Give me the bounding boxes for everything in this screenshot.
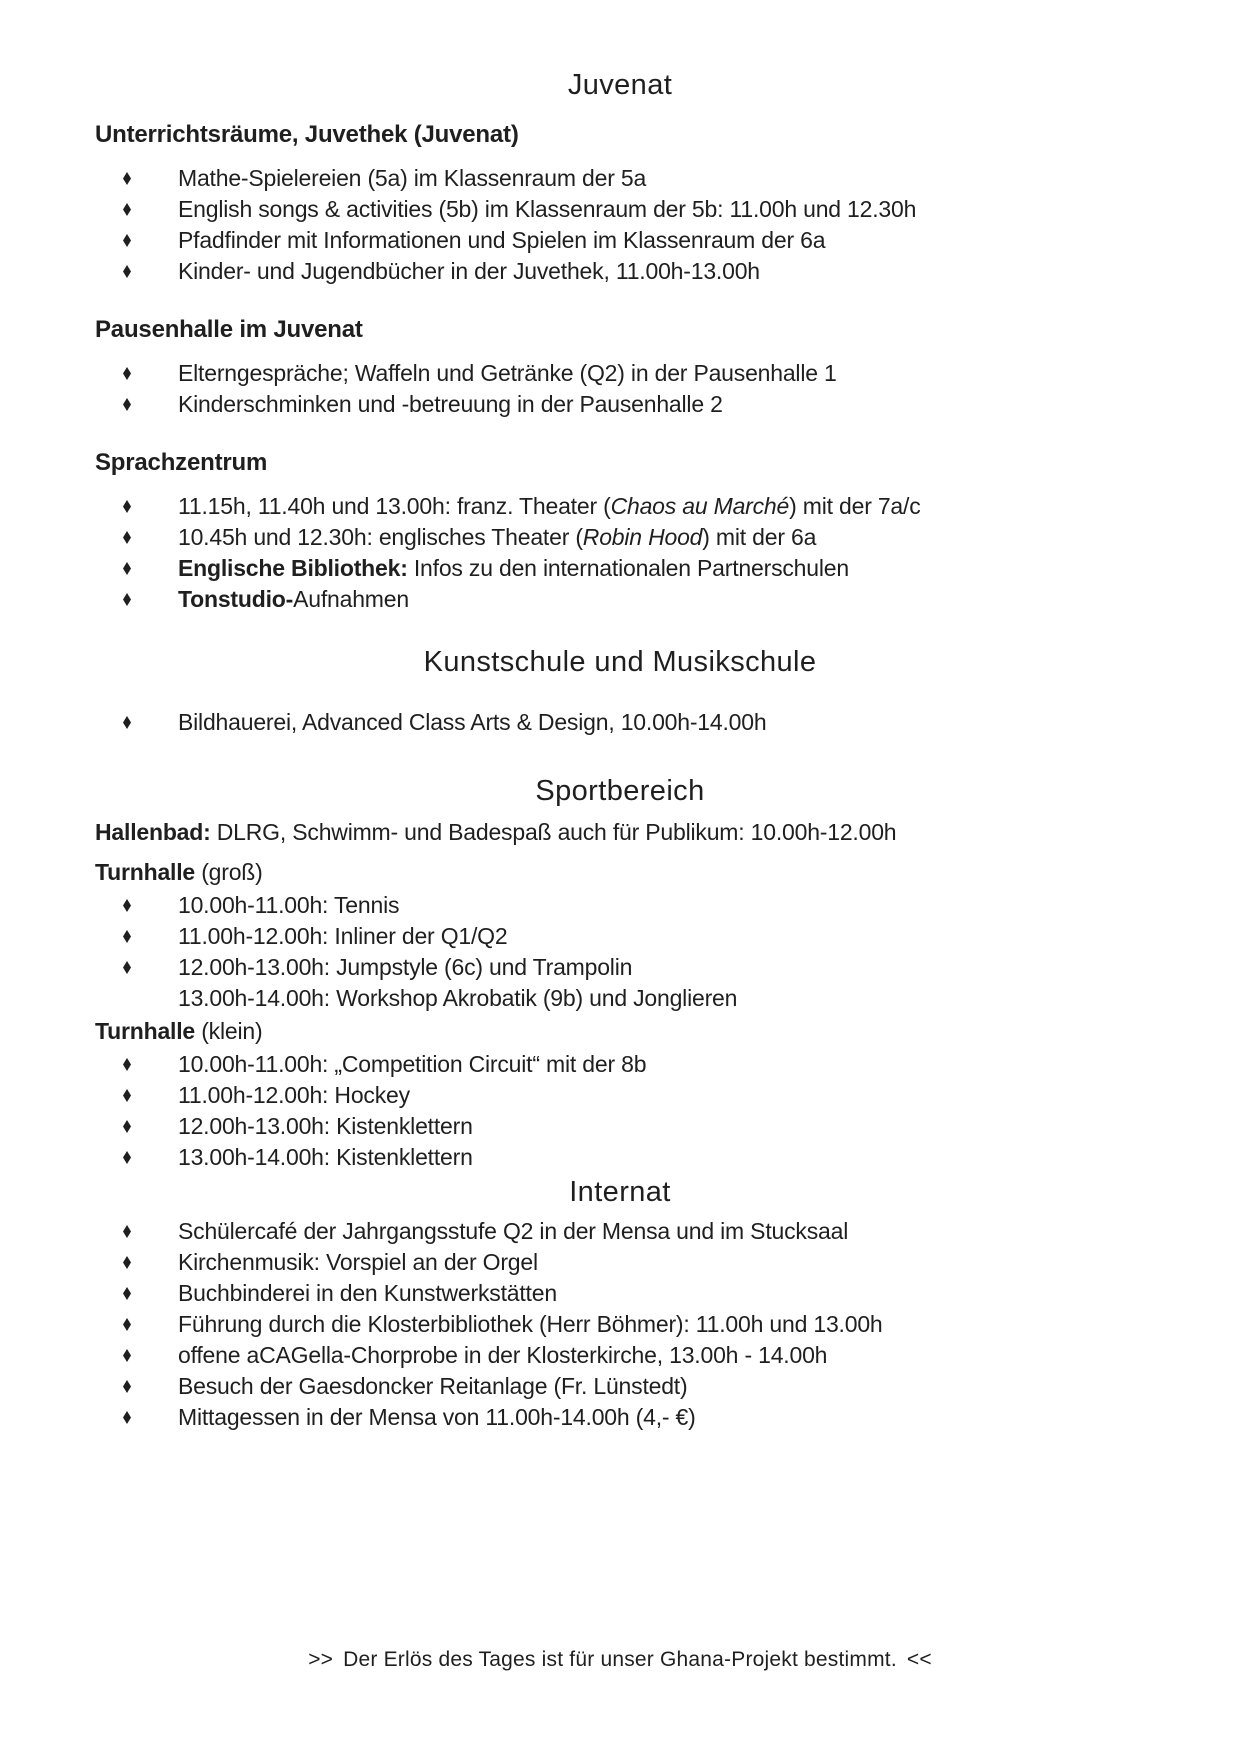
text-run: ) mit der 6a <box>702 524 817 550</box>
list-item <box>95 1402 1145 1433</box>
sprachzentrum-heading: Sprachzentrum <box>95 449 268 476</box>
kunstschule-list <box>95 707 1145 738</box>
bold-run: Englische Bibliothek: <box>178 555 408 581</box>
list-item-text: Elterngespräche; Waffeln und Getränke (Q2) in der Pausenhalle 1 <box>178 360 837 386</box>
unterrichtsraeume-list <box>95 163 1145 287</box>
list-item-text <box>178 555 849 581</box>
bullet-diamond-icon <box>123 1318 131 1331</box>
list-item-text: Bildhauerei, Advanced Class Arts & Design, 10.00h-14.00h <box>178 709 767 735</box>
bullet-diamond-icon <box>123 398 131 411</box>
play-title-italic: Chaos au Marché <box>610 493 790 519</box>
bullet-diamond-icon <box>123 1225 131 1238</box>
kunstschule-title: Kunstschule und Musikschule <box>423 646 817 678</box>
turnhalle-gross-list <box>95 890 1145 1014</box>
list-item-text: Buchbinderei in den Kunstwerkstätten <box>178 1280 557 1306</box>
list-item-text: Besuch der Gaesdoncker Reitanlage (Fr. Lünstedt) <box>178 1373 688 1399</box>
list-item-text: Mittagessen in der Mensa von 11.00h-14.00h (4,- €) <box>178 1404 696 1430</box>
list-item <box>95 1247 1145 1278</box>
list-item-text: 10.00h-11.00h: „Competition Circuit“ mit der 8b <box>178 1051 647 1077</box>
hallenbad-line <box>95 817 1145 847</box>
list-item <box>95 1216 1145 1247</box>
list-item <box>95 707 1145 738</box>
bullet-diamond-icon <box>123 1411 131 1424</box>
list-item <box>95 194 1145 225</box>
list-item-text: Kirchenmusik: Vorspiel an der Orgel <box>178 1249 538 1275</box>
bullet-diamond-icon <box>123 1120 131 1133</box>
list-item-text: Schülercafé der Jahrgangsstufe Q2 in der Mensa und im Stucksaal <box>178 1218 849 1244</box>
bullet-diamond-icon <box>123 899 131 912</box>
list-item-text: 10.00h-11.00h: Tennis <box>178 892 400 918</box>
list-item <box>95 522 1145 553</box>
list-item-text: Mathe-Spielereien (5a) im Klassenraum der 5a <box>178 165 647 191</box>
footer-close-mark: << <box>906 1648 932 1671</box>
text-run: ) mit der 7a/c <box>789 493 921 519</box>
bullet-diamond-icon <box>123 593 131 606</box>
list-item-text: 13.00h-14.00h: Workshop Akrobatik (9b) und Jonglieren <box>178 985 738 1011</box>
list-item <box>95 256 1145 287</box>
list-item <box>95 1080 1145 1111</box>
list-item-text: Kinderschminken und -betreuung in der Pausenhalle 2 <box>178 391 723 417</box>
bullet-diamond-icon <box>123 1380 131 1393</box>
list-item-text: 11.00h-12.00h: Inliner der Q1/Q2 <box>178 923 508 949</box>
text-run: (klein) <box>195 1018 263 1044</box>
text-run: DLRG, Schwimm- und Badespaß auch für Publikum: 10.00h-12.00h <box>210 819 897 845</box>
pausenhalle-heading: Pausenhalle im Juvenat <box>95 316 363 343</box>
bullet-diamond-icon <box>123 172 131 185</box>
internat-title: Internat <box>569 1176 671 1208</box>
text-run: Aufnahmen <box>293 586 409 612</box>
list-item <box>95 163 1145 194</box>
bullet-diamond-icon <box>123 716 131 729</box>
list-item <box>95 1142 1145 1173</box>
bullet-diamond-icon <box>123 367 131 380</box>
text-run: Infos zu den internationalen Partnerschulen <box>407 555 849 581</box>
bold-run: Turnhalle <box>95 1018 196 1044</box>
list-item-text <box>178 586 409 612</box>
unterrichtsraeume-heading: Unterrichtsräume, Juvethek (Juvenat) <box>95 121 519 148</box>
footer-text: Der Erlös des Tages ist für unser Ghana-Projekt bestimmt. <box>343 1648 897 1671</box>
list-item <box>95 952 1145 983</box>
list-item-text: English songs & activities (5b) im Klassenraum der 5b: 11.00h und 12.30h <box>178 196 917 222</box>
pausenhalle-list <box>95 358 1145 420</box>
play-title-italic: Robin Hood <box>582 524 703 550</box>
list-item <box>95 1340 1145 1371</box>
bullet-diamond-icon <box>123 562 131 575</box>
list-item <box>95 1371 1145 1402</box>
bullet-diamond-icon <box>123 1058 131 1071</box>
list-item <box>95 1309 1145 1340</box>
list-item <box>95 553 1145 584</box>
list-item <box>95 389 1145 420</box>
internat-list <box>95 1216 1145 1433</box>
text-run: (groß) <box>195 859 263 885</box>
bullet-diamond-icon <box>123 531 131 544</box>
bullet-diamond-icon <box>123 1089 131 1102</box>
list-item-continuation <box>95 983 1145 1014</box>
list-item <box>95 1111 1145 1142</box>
list-item-text: offene aCAGella-Chorprobe in der Klosterkirche, 13.00h - 14.00h <box>178 1342 828 1368</box>
bullet-diamond-icon <box>123 1256 131 1269</box>
sprachzentrum-list <box>95 491 1145 615</box>
list-item-text <box>178 493 921 519</box>
list-item <box>95 1049 1145 1080</box>
list-item <box>95 584 1145 615</box>
footer-open-mark: >> <box>308 1648 334 1671</box>
list-item-text: 12.00h-13.00h: Kistenklettern <box>178 1113 473 1139</box>
bullet-diamond-icon <box>123 234 131 247</box>
list-item-text: 11.00h-12.00h: Hockey <box>178 1082 410 1108</box>
bullet-diamond-icon <box>123 500 131 513</box>
bullet-diamond-icon <box>123 265 131 278</box>
turnhalle-klein-line <box>95 1016 1145 1046</box>
list-item-text: Pfadfinder mit Informationen und Spielen im Klassenraum der 6a <box>178 227 826 253</box>
text-run: 10.45h und 12.30h: englisches Theater ( <box>178 524 583 550</box>
bullet-diamond-icon <box>123 1349 131 1362</box>
list-item <box>95 890 1145 921</box>
bullet-diamond-icon <box>123 1151 131 1164</box>
list-item <box>95 1278 1145 1309</box>
list-item <box>95 225 1145 256</box>
bullet-diamond-icon <box>123 1287 131 1300</box>
list-item-text: Kinder- und Jugendbücher in der Juvethek, 11.00h-13.00h <box>178 258 760 284</box>
text-run: 11.15h, 11.40h und 13.00h: franz. Theater ( <box>178 493 611 519</box>
list-item <box>95 921 1145 952</box>
bullet-diamond-icon <box>123 930 131 943</box>
list-item <box>95 491 1145 522</box>
bold-run: Turnhalle <box>95 859 196 885</box>
list-item-text: 13.00h-14.00h: Kistenklettern <box>178 1144 473 1170</box>
bullet-diamond-icon <box>123 203 131 216</box>
turnhalle-gross-line <box>95 857 1145 887</box>
list-item <box>95 358 1145 389</box>
turnhalle-klein-list <box>95 1049 1145 1173</box>
bold-run: Hallenbad: <box>95 819 211 845</box>
juvenat-title: Juvenat <box>567 69 673 101</box>
list-item-text <box>178 524 816 550</box>
list-item-text: 12.00h-13.00h: Jumpstyle (6c) und Trampolin <box>178 954 633 980</box>
list-item-text: Führung durch die Klosterbibliothek (Herr Böhmer): 11.00h und 13.00h <box>178 1311 883 1337</box>
bullet-diamond-icon <box>123 961 131 974</box>
footer-note <box>95 1645 1145 1675</box>
bold-run: Tonstudio- <box>178 586 294 612</box>
sportbereich-title: Sportbereich <box>535 775 705 807</box>
